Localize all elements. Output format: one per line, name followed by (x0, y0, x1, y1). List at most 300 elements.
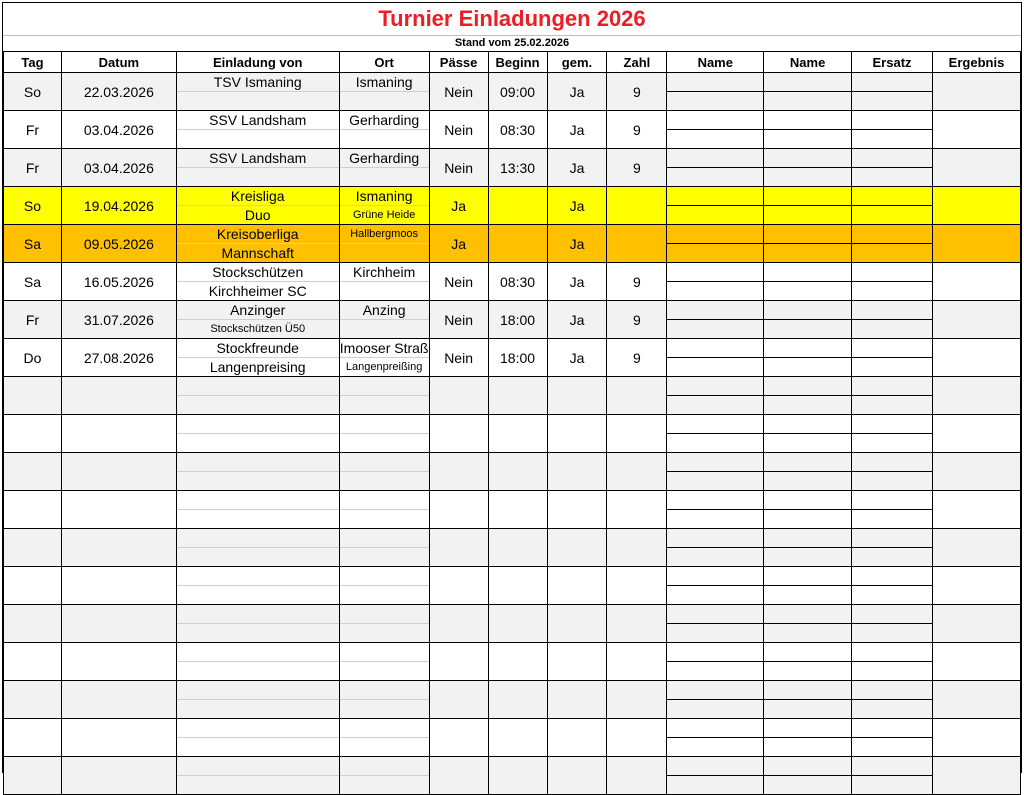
cell-einladung-von[interactable] (176, 301, 339, 339)
cell-einladung-von-line-1 (177, 453, 339, 472)
cell-ersatz[interactable] (852, 643, 933, 681)
cell-paesse[interactable]: Nein (429, 301, 488, 339)
cell-zahl[interactable]: 9 (607, 149, 667, 187)
cell-ersatz[interactable] (852, 415, 933, 453)
cell-ort[interactable] (339, 263, 429, 301)
cell-beginn[interactable] (488, 567, 547, 605)
cell-ersatz[interactable] (852, 339, 933, 377)
cell-zahl[interactable] (607, 605, 667, 643)
cell-ergebnis[interactable] (932, 149, 1020, 187)
cell-ersatz-line-2 (852, 358, 932, 376)
cell-name-1[interactable] (667, 605, 764, 643)
cell-name-1[interactable] (667, 719, 764, 757)
header-ergebnis[interactable]: Ergebnis (932, 52, 1020, 73)
cell-name-2-line-1 (764, 453, 851, 472)
cell-einladung-von[interactable] (176, 187, 339, 225)
header-beginn[interactable]: Beginn (488, 52, 547, 73)
cell-gem[interactable] (547, 757, 607, 795)
cell-ort[interactable] (339, 605, 429, 643)
cell-ersatz[interactable] (852, 73, 933, 111)
cell-ersatz-line-1 (852, 605, 932, 624)
cell-ersatz[interactable] (852, 605, 933, 643)
cell-beginn[interactable]: 18:00 (488, 339, 547, 377)
cell-beginn[interactable] (488, 187, 547, 225)
cell-ort[interactable] (339, 339, 429, 377)
cell-name-1[interactable] (667, 187, 764, 225)
cell-ort-line-1 (340, 453, 429, 472)
cell-einladung-von[interactable] (176, 681, 339, 719)
cell-ergebnis[interactable] (932, 529, 1020, 567)
header-zahl[interactable]: Zahl (607, 52, 667, 73)
cell-ort[interactable] (339, 529, 429, 567)
cell-einladung-von[interactable] (176, 605, 339, 643)
cell-name-1-line-2 (667, 434, 763, 452)
cell-einladung-von[interactable] (176, 73, 339, 111)
cell-gem[interactable]: Ja (547, 187, 607, 225)
cell-paesse[interactable]: Nein (429, 111, 488, 149)
cell-tag[interactable]: So (4, 187, 62, 225)
cell-name-1[interactable] (667, 415, 764, 453)
cell-paesse[interactable] (429, 681, 488, 719)
cell-einladung-von-line-1 (177, 681, 339, 700)
cell-name-1[interactable] (667, 643, 764, 681)
cell-ergebnis[interactable] (932, 567, 1020, 605)
table-row (4, 529, 1021, 567)
cell-ersatz-line-1 (852, 453, 932, 472)
cell-tag[interactable]: Fr (4, 111, 62, 149)
cell-paesse[interactable] (429, 453, 488, 491)
cell-gem[interactable] (547, 719, 607, 757)
cell-ort[interactable] (339, 453, 429, 491)
cell-einladung-von[interactable] (176, 719, 339, 757)
cell-einladung-von[interactable] (176, 567, 339, 605)
cell-zahl[interactable] (607, 643, 667, 681)
cell-gem[interactable] (547, 529, 607, 567)
cell-einladung-von[interactable] (176, 529, 339, 567)
cell-ersatz-line-1 (852, 263, 932, 282)
cell-name-1-line-2 (667, 92, 763, 110)
cell-datum[interactable]: 22.03.2026 (61, 73, 176, 111)
cell-gem[interactable]: Ja (547, 73, 607, 111)
cell-beginn[interactable]: 13:30 (488, 149, 547, 187)
cell-tag[interactable] (4, 757, 62, 795)
cell-ersatz[interactable] (852, 377, 933, 415)
cell-zahl[interactable] (607, 529, 667, 567)
cell-ort[interactable] (339, 415, 429, 453)
cell-ersatz[interactable] (852, 757, 933, 795)
cell-paesse[interactable] (429, 567, 488, 605)
cell-ergebnis[interactable] (932, 491, 1020, 529)
cell-gem[interactable] (547, 643, 607, 681)
cell-name-2-line-1 (764, 263, 851, 282)
header-name-2[interactable]: Name (764, 52, 852, 73)
table-row (4, 453, 1021, 491)
cell-zahl[interactable]: 9 (607, 263, 667, 301)
cell-einladung-von[interactable] (176, 415, 339, 453)
cell-ersatz-line-2 (852, 206, 932, 224)
cell-datum[interactable] (61, 681, 176, 719)
cell-datum[interactable] (61, 377, 176, 415)
cell-ergebnis[interactable] (932, 757, 1020, 795)
cell-name-1[interactable] (667, 377, 764, 415)
cell-name-1-line-2 (667, 244, 763, 262)
cell-beginn[interactable]: 09:00 (488, 73, 547, 111)
cell-einladung-von[interactable] (176, 491, 339, 529)
cell-ort[interactable] (339, 643, 429, 681)
cell-ersatz[interactable] (852, 149, 933, 187)
cell-name-2[interactable] (764, 263, 852, 301)
cell-zahl[interactable] (607, 225, 667, 263)
cell-name-1[interactable] (667, 339, 764, 377)
cell-ergebnis[interactable] (932, 605, 1020, 643)
cell-einladung-von[interactable] (176, 149, 339, 187)
cell-beginn[interactable] (488, 757, 547, 795)
header-einladung-von[interactable]: Einladung von (176, 52, 339, 73)
header-ersatz[interactable]: Ersatz (852, 52, 933, 73)
cell-tag[interactable] (4, 681, 62, 719)
cell-beginn[interactable] (488, 681, 547, 719)
cell-ergebnis[interactable] (932, 681, 1020, 719)
cell-name-1[interactable] (667, 111, 764, 149)
cell-ergebnis[interactable] (932, 111, 1020, 149)
cell-datum[interactable]: 16.05.2026 (61, 263, 176, 301)
cell-ergebnis[interactable] (932, 719, 1020, 757)
cell-gem[interactable]: Ja (547, 149, 607, 187)
cell-tag[interactable]: So (4, 73, 62, 111)
cell-name-2[interactable] (764, 377, 852, 415)
cell-ergebnis[interactable] (932, 377, 1020, 415)
cell-name-1[interactable] (667, 149, 764, 187)
cell-name-1[interactable] (667, 757, 764, 795)
cell-name-1-line-2 (667, 472, 763, 490)
cell-ersatz-line-2 (852, 434, 932, 452)
cell-zahl[interactable] (607, 415, 667, 453)
cell-name-1[interactable] (667, 491, 764, 529)
cell-zahl[interactable] (607, 491, 667, 529)
cell-beginn[interactable] (488, 453, 547, 491)
header-row (4, 52, 1021, 73)
cell-ersatz[interactable] (852, 491, 933, 529)
cell-beginn[interactable]: 08:30 (488, 263, 547, 301)
cell-name-2[interactable] (764, 301, 852, 339)
cell-beginn[interactable] (488, 719, 547, 757)
cell-ort-line-1 (340, 643, 429, 662)
cell-name-2[interactable] (764, 111, 852, 149)
cell-paesse[interactable]: Ja (429, 187, 488, 225)
header-paesse[interactable]: Pässe (429, 52, 488, 73)
cell-name-2[interactable] (764, 567, 852, 605)
cell-name-1-line-2 (667, 320, 763, 338)
cell-ersatz-line-2 (852, 396, 932, 414)
cell-name-1[interactable] (667, 529, 764, 567)
cell-tag[interactable]: Sa (4, 225, 62, 263)
cell-paesse[interactable] (429, 757, 488, 795)
cell-paesse[interactable]: Nein (429, 73, 488, 111)
cell-datum[interactable]: 03.04.2026 (61, 111, 176, 149)
cell-gem[interactable] (547, 681, 607, 719)
cell-name-2[interactable] (764, 529, 852, 567)
cell-ort-line-2 (340, 776, 429, 794)
cell-zahl[interactable] (607, 757, 667, 795)
cell-ort[interactable] (339, 681, 429, 719)
cell-ort[interactable] (339, 301, 429, 339)
cell-ersatz[interactable] (852, 567, 933, 605)
cell-beginn[interactable] (488, 415, 547, 453)
cell-tag[interactable]: Do (4, 339, 62, 377)
cell-einladung-von-line-2 (177, 738, 339, 756)
cell-einladung-von-line-2: Mannschaft (221, 245, 294, 261)
cell-ersatz[interactable] (852, 301, 933, 339)
cell-zahl[interactable]: 9 (607, 301, 667, 339)
cell-name-1[interactable] (667, 225, 764, 263)
cell-datum[interactable] (61, 529, 176, 567)
cell-name-2[interactable] (764, 491, 852, 529)
cell-beginn[interactable] (488, 605, 547, 643)
cell-ergebnis[interactable] (932, 453, 1020, 491)
cell-name-2-line-2 (764, 738, 851, 756)
cell-ersatz-line-2 (852, 662, 932, 680)
cell-name-1-line-1 (667, 719, 763, 738)
spreadsheet (2, 2, 1022, 773)
cell-datum[interactable] (61, 719, 176, 757)
cell-tag[interactable] (4, 415, 62, 453)
cell-paesse[interactable]: Nein (429, 339, 488, 377)
cell-ort[interactable] (339, 719, 429, 757)
cell-datum[interactable] (61, 491, 176, 529)
cell-datum[interactable]: 09.05.2026 (61, 225, 176, 263)
cell-beginn[interactable] (488, 643, 547, 681)
cell-ersatz[interactable] (852, 453, 933, 491)
cell-paesse[interactable]: Ja (429, 225, 488, 263)
cell-beginn[interactable]: 18:00 (488, 301, 547, 339)
cell-name-1-line-1 (667, 225, 763, 244)
table-row (4, 757, 1021, 795)
cell-name-2[interactable] (764, 643, 852, 681)
cell-name-2[interactable] (764, 225, 852, 263)
cell-name-2[interactable] (764, 415, 852, 453)
cell-ersatz[interactable] (852, 187, 933, 225)
cell-datum[interactable]: 31.07.2026 (61, 301, 176, 339)
cell-einladung-von[interactable] (176, 643, 339, 681)
header-datum[interactable]: Datum (61, 52, 176, 73)
cell-ergebnis[interactable] (932, 643, 1020, 681)
cell-gem[interactable]: Ja (547, 111, 607, 149)
cell-einladung-von-line-2 (177, 396, 339, 414)
cell-name-1[interactable] (667, 263, 764, 301)
cell-gem[interactable] (547, 567, 607, 605)
cell-gem[interactable]: Ja (547, 263, 607, 301)
cell-datum[interactable] (61, 643, 176, 681)
header-gem[interactable]: gem. (547, 52, 607, 73)
cell-ersatz-line-2 (852, 92, 932, 110)
cell-datum[interactable]: 03.04.2026 (61, 149, 176, 187)
cell-paesse[interactable] (429, 377, 488, 415)
cell-einladung-von-line-2 (177, 168, 339, 186)
cell-ersatz[interactable] (852, 719, 933, 757)
cell-name-2-line-2 (764, 396, 851, 414)
cell-name-2[interactable] (764, 149, 852, 187)
cell-tag[interactable]: Fr (4, 149, 62, 187)
cell-beginn[interactable] (488, 225, 547, 263)
cell-name-1-line-2 (667, 168, 763, 186)
cell-ort[interactable] (339, 111, 429, 149)
cell-paesse[interactable] (429, 719, 488, 757)
cell-zahl[interactable] (607, 681, 667, 719)
cell-ort-line-1 (340, 491, 429, 510)
cell-zahl[interactable] (607, 719, 667, 757)
cell-beginn[interactable] (488, 377, 547, 415)
cell-datum[interactable] (61, 757, 176, 795)
cell-einladung-von-line-1 (177, 719, 339, 738)
cell-ergebnis[interactable] (932, 339, 1020, 377)
cell-datum[interactable]: 19.04.2026 (61, 187, 176, 225)
cell-tag[interactable] (4, 567, 62, 605)
cell-ort[interactable] (339, 73, 429, 111)
cell-name-2-line-1 (764, 491, 851, 510)
cell-beginn[interactable]: 08:30 (488, 111, 547, 149)
cell-name-2-line-2 (764, 168, 851, 186)
cell-tag[interactable] (4, 643, 62, 681)
cell-zahl[interactable] (607, 453, 667, 491)
cell-name-2-line-1 (764, 529, 851, 548)
page-subtitle: Stand vom 25.02.2026 (3, 35, 1021, 51)
cell-datum[interactable] (61, 415, 176, 453)
cell-name-2[interactable] (764, 757, 852, 795)
cell-datum[interactable]: 27.08.2026 (61, 339, 176, 377)
cell-name-1-line-2 (667, 130, 763, 148)
cell-gem[interactable] (547, 491, 607, 529)
cell-einladung-von-line-2 (177, 434, 339, 452)
cell-name-1[interactable] (667, 301, 764, 339)
cell-gem[interactable] (547, 453, 607, 491)
cell-gem[interactable]: Ja (547, 339, 607, 377)
cell-ort[interactable] (339, 149, 429, 187)
cell-gem[interactable]: Ja (547, 301, 607, 339)
cell-ort[interactable] (339, 491, 429, 529)
cell-ort[interactable] (339, 567, 429, 605)
cell-name-2[interactable] (764, 453, 852, 491)
cell-tag[interactable] (4, 719, 62, 757)
cell-ort-line-1: Ismaning (340, 73, 429, 92)
cell-tag[interactable] (4, 605, 62, 643)
cell-zahl[interactable]: 9 (607, 111, 667, 149)
cell-einladung-von[interactable] (176, 453, 339, 491)
cell-datum[interactable] (61, 453, 176, 491)
cell-paesse[interactable]: Nein (429, 149, 488, 187)
cell-einladung-von[interactable] (176, 111, 339, 149)
cell-name-2-line-1 (764, 719, 851, 738)
cell-zahl[interactable]: 9 (607, 339, 667, 377)
cell-paesse[interactable] (429, 491, 488, 529)
cell-einladung-von[interactable] (176, 377, 339, 415)
cell-name-2[interactable] (764, 605, 852, 643)
cell-einladung-von-line-1 (177, 605, 339, 624)
cell-tag[interactable]: Sa (4, 263, 62, 301)
header-ort[interactable]: Ort (339, 52, 429, 73)
cell-datum[interactable] (61, 605, 176, 643)
cell-name-1[interactable] (667, 567, 764, 605)
cell-ersatz[interactable] (852, 111, 933, 149)
cell-einladung-von[interactable] (176, 225, 339, 263)
cell-ersatz-line-1 (852, 73, 932, 92)
table-row (4, 681, 1021, 719)
cell-einladung-von-line-1: Anzinger (177, 301, 339, 320)
cell-ergebnis[interactable] (932, 301, 1020, 339)
cell-ersatz-line-1 (852, 643, 932, 662)
cell-ersatz-line-2 (852, 472, 932, 490)
cell-ergebnis[interactable] (932, 263, 1020, 301)
cell-einladung-von-line-2 (177, 776, 339, 794)
cell-ersatz[interactable] (852, 263, 933, 301)
cell-name-1[interactable] (667, 453, 764, 491)
cell-name-2[interactable] (764, 339, 852, 377)
cell-name-2[interactable] (764, 681, 852, 719)
cell-ort[interactable] (339, 225, 429, 263)
cell-gem[interactable] (547, 605, 607, 643)
cell-gem[interactable]: Ja (547, 225, 607, 263)
cell-beginn[interactable] (488, 491, 547, 529)
cell-tag[interactable] (4, 377, 62, 415)
cell-zahl[interactable] (607, 187, 667, 225)
cell-name-1[interactable] (667, 681, 764, 719)
cell-datum[interactable] (61, 567, 176, 605)
cell-zahl[interactable] (607, 567, 667, 605)
cell-ersatz[interactable] (852, 681, 933, 719)
cell-ort[interactable] (339, 187, 429, 225)
cell-paesse[interactable] (429, 605, 488, 643)
cell-gem[interactable] (547, 377, 607, 415)
cell-paesse[interactable] (429, 643, 488, 681)
cell-ort[interactable] (339, 757, 429, 795)
cell-gem[interactable] (547, 415, 607, 453)
cell-name-2-line-2 (764, 244, 851, 262)
cell-einladung-von[interactable] (176, 339, 339, 377)
cell-zahl[interactable] (607, 377, 667, 415)
cell-zahl[interactable]: 9 (607, 73, 667, 111)
cell-name-2[interactable] (764, 73, 852, 111)
cell-ergebnis[interactable] (932, 415, 1020, 453)
cell-ergebnis[interactable] (932, 73, 1020, 111)
cell-tag[interactable]: Fr (4, 301, 62, 339)
cell-name-2[interactable] (764, 719, 852, 757)
cell-name-1[interactable] (667, 73, 764, 111)
cell-tag[interactable] (4, 453, 62, 491)
cell-tag[interactable] (4, 529, 62, 567)
cell-ersatz[interactable] (852, 529, 933, 567)
cell-tag[interactable] (4, 491, 62, 529)
cell-beginn[interactable] (488, 529, 547, 567)
cell-name-2[interactable] (764, 187, 852, 225)
cell-ergebnis[interactable] (932, 187, 1020, 225)
header-tag[interactable]: Tag (4, 52, 62, 73)
cell-name-2-line-2 (764, 472, 851, 490)
cell-ergebnis[interactable] (932, 225, 1020, 263)
cell-ort[interactable] (339, 377, 429, 415)
cell-einladung-von-line-2 (177, 510, 339, 528)
cell-einladung-von[interactable] (176, 757, 339, 795)
header-name-1[interactable]: Name (667, 52, 764, 73)
cell-name-2-line-1 (764, 415, 851, 434)
cell-ersatz[interactable] (852, 225, 933, 263)
cell-paesse[interactable] (429, 529, 488, 567)
cell-einladung-von[interactable] (176, 263, 339, 301)
cell-name-1-line-1 (667, 453, 763, 472)
cell-paesse[interactable]: Nein (429, 263, 488, 301)
cell-name-2-line-2 (764, 358, 851, 376)
cell-ersatz-line-2 (852, 168, 932, 186)
cell-paesse[interactable] (429, 415, 488, 453)
cell-ort-line-2 (340, 434, 429, 452)
